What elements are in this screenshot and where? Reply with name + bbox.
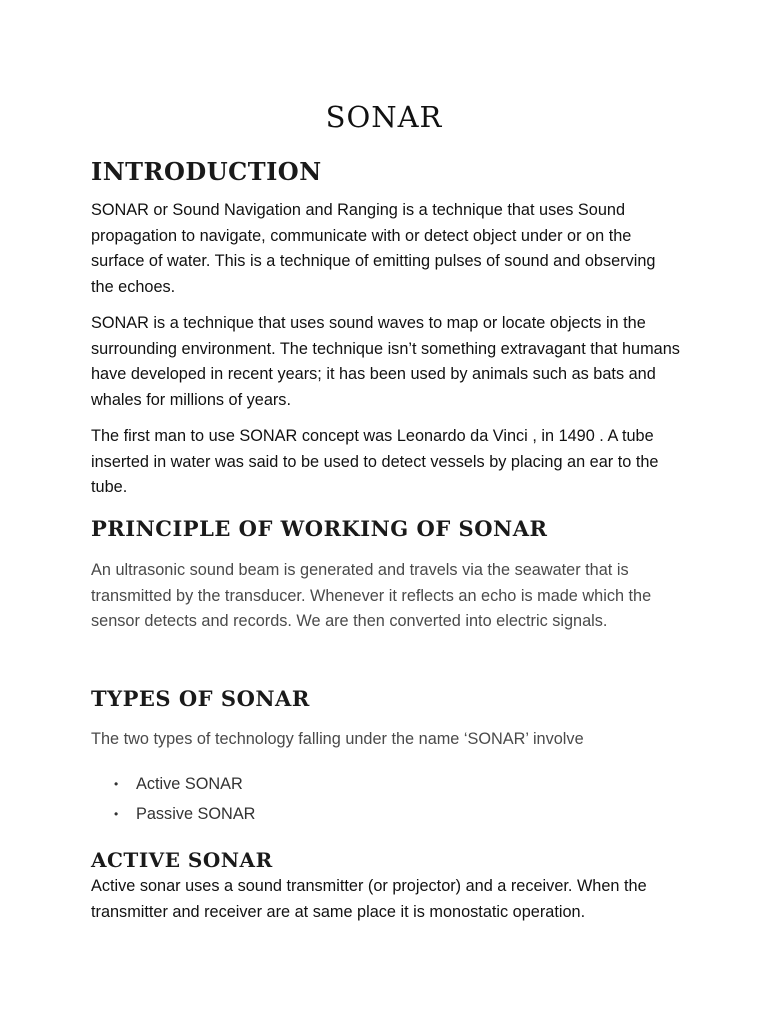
bullet-icon: • xyxy=(114,777,119,791)
principle-paragraph: An ultrasonic sound beam is generated and travels via the seawater that is transmitted by the transducer. Whenever it reflects an echo is made which the sensor detects and records. We are then converted into electric signals. xyxy=(91,561,652,630)
types-paragraph: The two types of technology falling under the name ‘SONAR’ involve xyxy=(91,730,584,748)
list-item xyxy=(91,769,255,799)
intro-paragraph-3: The first man to use SONAR concept was Leonardo da Vinci , in 1490 . A tube inserted in water was said to be used to detect vessels by placing an ear to the tube. xyxy=(91,427,659,496)
document-title: SONAR xyxy=(325,100,443,134)
heading-types: TYPES OF SONAR xyxy=(91,686,310,711)
list-item-label: Active SONAR xyxy=(136,775,243,793)
list-item xyxy=(91,799,255,829)
types-list xyxy=(91,769,255,829)
heading-introduction: INTRODUCTION xyxy=(91,157,322,186)
heading-principle: PRINCIPLE OF WORKING OF SONAR xyxy=(91,516,548,541)
active-sonar-paragraph: Active sonar uses a sound transmitter (or projector) and a receiver. When the transmitter and receiver are at same place it is monostatic operation. xyxy=(91,877,647,921)
list-item-label: Passive SONAR xyxy=(136,805,256,823)
intro-paragraph-2: SONAR is a technique that uses sound waves to map or locate objects in the surrounding environment. The technique isn’t something extravagant that humans have developed in recent years; it has been used by animals such as bats and whales for millions of years. xyxy=(91,314,680,409)
bullet-icon: • xyxy=(114,807,119,821)
intro-paragraph-1: SONAR or Sound Navigation and Ranging is a technique that uses Sound propagation to navigate, communicate with or detect object under or on the surface of water. This is a technique of emitting pulses of sound and observing the echoes. xyxy=(91,201,656,296)
heading-active-sonar: ACTIVE SONAR xyxy=(91,848,273,872)
